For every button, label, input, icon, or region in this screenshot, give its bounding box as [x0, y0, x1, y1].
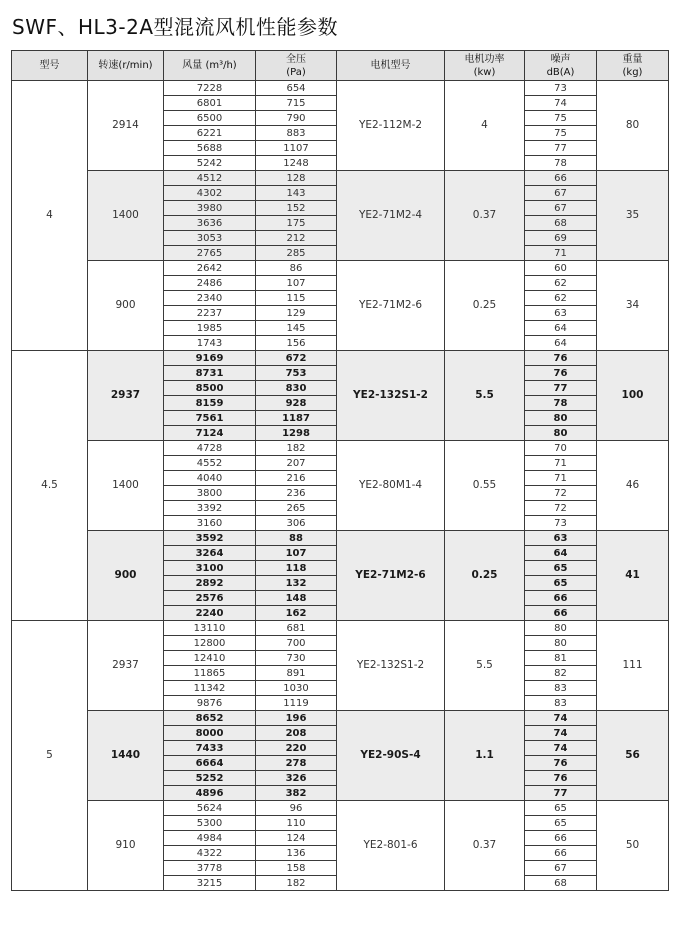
pressure-cell: 715 [256, 96, 337, 111]
pressure-cell: 110 [256, 816, 337, 831]
power-cell: 0.25 [445, 261, 525, 351]
pressure-cell: 654 [256, 81, 337, 96]
pressure-cell: 207 [256, 456, 337, 471]
flow-cell: 9169 [164, 351, 256, 366]
pressure-cell: 730 [256, 651, 337, 666]
noise-cell: 78 [525, 396, 597, 411]
flow-cell: 5624 [164, 801, 256, 816]
noise-cell: 74 [525, 96, 597, 111]
pressure-cell: 1119 [256, 696, 337, 711]
table-row [12, 711, 669, 726]
noise-cell: 74 [525, 726, 597, 741]
table-row [12, 81, 669, 96]
noise-cell: 77 [525, 786, 597, 801]
weight-cell: 41 [597, 531, 669, 621]
flow-cell: 4728 [164, 441, 256, 456]
flow-cell: 2237 [164, 306, 256, 321]
noise-cell: 80 [525, 636, 597, 651]
noise-cell: 67 [525, 861, 597, 876]
noise-cell: 74 [525, 711, 597, 726]
noise-cell: 64 [525, 546, 597, 561]
pressure-cell: 115 [256, 291, 337, 306]
header-flow: 风量 (m³/h) [164, 51, 256, 81]
header-power [445, 51, 525, 81]
noise-cell: 66 [525, 846, 597, 861]
speed-cell: 900 [88, 531, 164, 621]
motor-cell: YE2-112M-2 [337, 81, 445, 171]
flow-cell: 7228 [164, 81, 256, 96]
pressure-cell: 700 [256, 636, 337, 651]
weight-cell: 46 [597, 441, 669, 531]
power-cell: 5.5 [445, 621, 525, 711]
motor-cell: YE2-132S1-2 [337, 621, 445, 711]
noise-cell: 82 [525, 666, 597, 681]
noise-cell: 75 [525, 111, 597, 126]
speed-cell: 2914 [88, 81, 164, 171]
power-cell: 0.37 [445, 801, 525, 891]
flow-cell: 5242 [164, 156, 256, 171]
pressure-cell: 830 [256, 381, 337, 396]
pressure-cell: 891 [256, 666, 337, 681]
motor-cell: YE2-71M2-4 [337, 171, 445, 261]
flow-cell: 3264 [164, 546, 256, 561]
noise-cell: 67 [525, 201, 597, 216]
noise-cell: 80 [525, 621, 597, 636]
pressure-cell: 326 [256, 771, 337, 786]
flow-cell: 4512 [164, 171, 256, 186]
flow-cell: 13110 [164, 621, 256, 636]
noise-cell: 68 [525, 216, 597, 231]
flow-cell: 3800 [164, 486, 256, 501]
flow-cell: 4896 [164, 786, 256, 801]
flow-cell: 6500 [164, 111, 256, 126]
flow-cell: 2892 [164, 576, 256, 591]
pressure-cell: 143 [256, 186, 337, 201]
header-noise [525, 51, 597, 81]
pressure-cell: 681 [256, 621, 337, 636]
header-motor: 电机型号 [337, 51, 445, 81]
flow-cell: 8500 [164, 381, 256, 396]
motor-cell: YE2-80M1-4 [337, 441, 445, 531]
page-title: SWF、HL3-2A型混流风机性能参数 [12, 15, 339, 39]
model-cell: 5 [12, 621, 88, 891]
model-cell: 4.5 [12, 351, 88, 621]
noise-cell: 77 [525, 381, 597, 396]
flow-cell: 7433 [164, 741, 256, 756]
header-weight-unit: (kg) [622, 66, 643, 78]
noise-cell: 75 [525, 126, 597, 141]
noise-cell: 73 [525, 81, 597, 96]
flow-cell: 3100 [164, 561, 256, 576]
flow-cell: 3215 [164, 876, 256, 891]
pressure-cell: 382 [256, 786, 337, 801]
noise-cell: 65 [525, 801, 597, 816]
pressure-cell: 136 [256, 846, 337, 861]
motor-cell: YE2-90S-4 [337, 711, 445, 801]
flow-cell: 5688 [164, 141, 256, 156]
flow-cell: 2765 [164, 246, 256, 261]
flow-cell: 2240 [164, 606, 256, 621]
pressure-cell: 96 [256, 801, 337, 816]
flow-cell: 4552 [164, 456, 256, 471]
header-row [12, 51, 669, 81]
weight-cell: 100 [597, 351, 669, 441]
pressure-cell: 148 [256, 591, 337, 606]
table-row [12, 351, 669, 366]
noise-cell: 74 [525, 741, 597, 756]
flow-cell: 5300 [164, 816, 256, 831]
noise-cell: 60 [525, 261, 597, 276]
weight-cell: 50 [597, 801, 669, 891]
pressure-cell: 285 [256, 246, 337, 261]
noise-cell: 76 [525, 366, 597, 381]
speed-cell: 2937 [88, 621, 164, 711]
table-row [12, 621, 669, 636]
flow-cell: 2576 [164, 591, 256, 606]
flow-cell: 3778 [164, 861, 256, 876]
pressure-cell: 216 [256, 471, 337, 486]
weight-cell: 80 [597, 81, 669, 171]
flow-cell: 12800 [164, 636, 256, 651]
noise-cell: 71 [525, 246, 597, 261]
noise-cell: 83 [525, 696, 597, 711]
header-weight [597, 51, 669, 81]
pressure-cell: 1298 [256, 426, 337, 441]
power-cell: 0.25 [445, 531, 525, 621]
motor-cell: YE2-71M2-6 [337, 261, 445, 351]
noise-cell: 76 [525, 756, 597, 771]
flow-cell: 2340 [164, 291, 256, 306]
noise-cell: 62 [525, 291, 597, 306]
speed-cell: 1400 [88, 171, 164, 261]
noise-cell: 64 [525, 336, 597, 351]
flow-cell: 2642 [164, 261, 256, 276]
pressure-cell: 236 [256, 486, 337, 501]
flow-cell: 4302 [164, 186, 256, 201]
header-model: 型号 [12, 51, 88, 81]
pressure-cell: 196 [256, 711, 337, 726]
flow-cell: 3636 [164, 216, 256, 231]
noise-cell: 73 [525, 516, 597, 531]
pressure-cell: 306 [256, 516, 337, 531]
noise-cell: 72 [525, 501, 597, 516]
noise-cell: 65 [525, 816, 597, 831]
pressure-cell: 1248 [256, 156, 337, 171]
weight-cell: 35 [597, 171, 669, 261]
flow-cell: 3160 [164, 516, 256, 531]
table-row [12, 261, 669, 276]
header-power-unit: (kw) [473, 66, 496, 78]
flow-cell: 8000 [164, 726, 256, 741]
pressure-cell: 182 [256, 876, 337, 891]
flow-cell: 4984 [164, 831, 256, 846]
table-row [12, 441, 669, 456]
noise-cell: 76 [525, 771, 597, 786]
flow-cell: 8159 [164, 396, 256, 411]
header-weight-label: 重量 [622, 53, 643, 65]
noise-cell: 65 [525, 576, 597, 591]
speed-cell: 910 [88, 801, 164, 891]
flow-cell: 11865 [164, 666, 256, 681]
pressure-cell: 158 [256, 861, 337, 876]
header-noise-unit: dB(A) [546, 66, 575, 78]
noise-cell: 81 [525, 651, 597, 666]
pressure-cell: 883 [256, 126, 337, 141]
noise-cell: 70 [525, 441, 597, 456]
noise-cell: 63 [525, 306, 597, 321]
noise-cell: 64 [525, 321, 597, 336]
noise-cell: 62 [525, 276, 597, 291]
header-power-label: 电机功率 [464, 53, 505, 65]
noise-cell: 78 [525, 156, 597, 171]
pressure-cell: 1187 [256, 411, 337, 426]
noise-cell: 66 [525, 591, 597, 606]
pressure-cell: 107 [256, 276, 337, 291]
table-row [12, 171, 669, 186]
noise-cell: 68 [525, 876, 597, 891]
speed-cell: 2937 [88, 351, 164, 441]
pressure-cell: 278 [256, 756, 337, 771]
flow-cell: 6221 [164, 126, 256, 141]
weight-cell: 56 [597, 711, 669, 801]
power-cell: 5.5 [445, 351, 525, 441]
weight-cell: 111 [597, 621, 669, 711]
speed-cell: 1400 [88, 441, 164, 531]
pressure-cell: 145 [256, 321, 337, 336]
pressure-cell: 86 [256, 261, 337, 276]
pressure-cell: 753 [256, 366, 337, 381]
pressure-cell: 790 [256, 111, 337, 126]
table-row [12, 801, 669, 816]
power-cell: 0.55 [445, 441, 525, 531]
pressure-cell: 88 [256, 531, 337, 546]
power-cell: 1.1 [445, 711, 525, 801]
pressure-cell: 152 [256, 201, 337, 216]
weight-cell: 34 [597, 261, 669, 351]
motor-cell: YE2-132S1-2 [337, 351, 445, 441]
flow-cell: 8652 [164, 711, 256, 726]
noise-cell: 69 [525, 231, 597, 246]
flow-cell: 1743 [164, 336, 256, 351]
noise-cell: 72 [525, 486, 597, 501]
pressure-cell: 118 [256, 561, 337, 576]
pressure-cell: 124 [256, 831, 337, 846]
flow-cell: 3392 [164, 501, 256, 516]
speed-cell: 1440 [88, 711, 164, 801]
power-cell: 4 [445, 81, 525, 171]
flow-cell: 6801 [164, 96, 256, 111]
noise-cell: 67 [525, 186, 597, 201]
header-pressure-label: 全压 [286, 53, 306, 65]
noise-cell: 71 [525, 471, 597, 486]
flow-cell: 8731 [164, 366, 256, 381]
pressure-cell: 672 [256, 351, 337, 366]
pressure-cell: 208 [256, 726, 337, 741]
motor-cell: YE2-71M2-6 [337, 531, 445, 621]
pressure-cell: 928 [256, 396, 337, 411]
flow-cell: 7561 [164, 411, 256, 426]
pressure-cell: 265 [256, 501, 337, 516]
flow-cell: 12410 [164, 651, 256, 666]
model-cell: 4 [12, 81, 88, 351]
flow-cell: 5252 [164, 771, 256, 786]
flow-cell: 1985 [164, 321, 256, 336]
pressure-cell: 107 [256, 546, 337, 561]
header-pressure [256, 51, 337, 81]
noise-cell: 63 [525, 531, 597, 546]
flow-cell: 9876 [164, 696, 256, 711]
noise-cell: 80 [525, 411, 597, 426]
pressure-cell: 212 [256, 231, 337, 246]
flow-cell: 11342 [164, 681, 256, 696]
flow-cell: 6664 [164, 756, 256, 771]
pressure-cell: 1107 [256, 141, 337, 156]
pressure-cell: 182 [256, 441, 337, 456]
noise-cell: 71 [525, 456, 597, 471]
noise-cell: 80 [525, 426, 597, 441]
noise-cell: 65 [525, 561, 597, 576]
fan-performance-table [11, 50, 669, 891]
pressure-cell: 132 [256, 576, 337, 591]
header-pressure-unit: (Pa) [286, 66, 306, 78]
pressure-cell: 220 [256, 741, 337, 756]
header-noise-label: 噪声 [550, 53, 571, 65]
pressure-cell: 129 [256, 306, 337, 321]
noise-cell: 66 [525, 171, 597, 186]
pressure-cell: 175 [256, 216, 337, 231]
flow-cell: 3980 [164, 201, 256, 216]
flow-cell: 4040 [164, 471, 256, 486]
flow-cell: 7124 [164, 426, 256, 441]
flow-cell: 3053 [164, 231, 256, 246]
flow-cell: 2486 [164, 276, 256, 291]
table-row [12, 531, 669, 546]
header-speed: 转速(r/min) [88, 51, 164, 81]
speed-cell: 900 [88, 261, 164, 351]
noise-cell: 76 [525, 351, 597, 366]
motor-cell: YE2-801-6 [337, 801, 445, 891]
power-cell: 0.37 [445, 171, 525, 261]
flow-cell: 3592 [164, 531, 256, 546]
pressure-cell: 1030 [256, 681, 337, 696]
flow-cell: 4322 [164, 846, 256, 861]
noise-cell: 83 [525, 681, 597, 696]
noise-cell: 66 [525, 831, 597, 846]
table-body [12, 81, 669, 891]
pressure-cell: 156 [256, 336, 337, 351]
pressure-cell: 128 [256, 171, 337, 186]
noise-cell: 66 [525, 606, 597, 621]
noise-cell: 77 [525, 141, 597, 156]
pressure-cell: 162 [256, 606, 337, 621]
